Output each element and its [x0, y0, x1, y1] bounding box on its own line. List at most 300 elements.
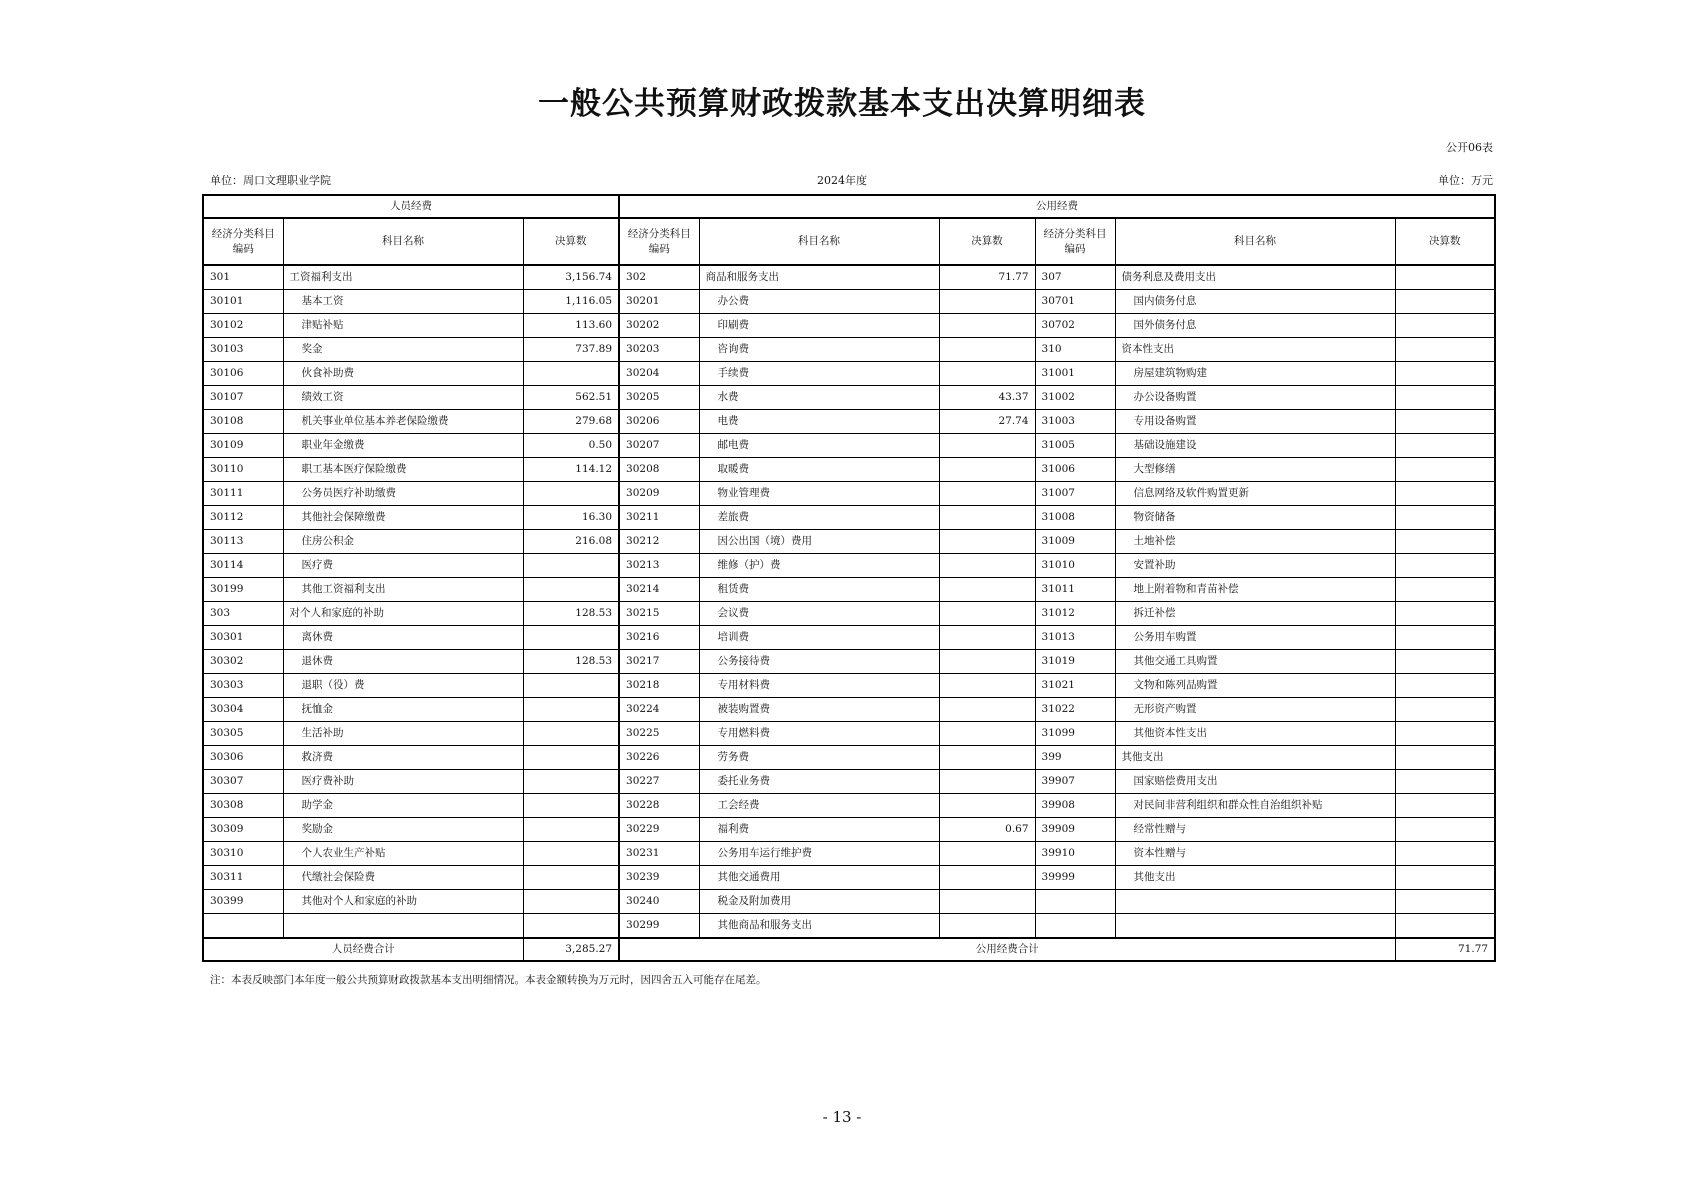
name-cell: 被装购置费: [699, 698, 939, 722]
name-cell: 拆迁补偿: [1115, 602, 1395, 626]
name-cell: 印刷费: [699, 314, 939, 338]
name-cell: [283, 914, 523, 939]
table-row: [203, 794, 1495, 818]
amount-cell: 3,156.74: [523, 265, 619, 290]
name-cell: 退职（役）费: [283, 674, 523, 698]
name-cell: 其他支出: [1115, 866, 1395, 890]
code-cell: 30224: [619, 698, 699, 722]
name-cell: 水费: [699, 386, 939, 410]
code-cell: 31019: [1035, 650, 1115, 674]
amount-cell: [939, 458, 1035, 482]
amount-cell: [1395, 842, 1495, 866]
amount-cell: [523, 482, 619, 506]
name-cell: 对民间非营利组织和群众性自治组织补贴: [1115, 794, 1395, 818]
amount-cell: 71.77: [939, 265, 1035, 290]
table-row: [203, 314, 1495, 338]
code-cell: 30107: [203, 386, 283, 410]
code-cell: 30303: [203, 674, 283, 698]
totals-row: [203, 938, 1495, 961]
amount-cell: [523, 626, 619, 650]
amount-cell: [1395, 506, 1495, 530]
code-cell: 30309: [203, 818, 283, 842]
col-amount: 决算数: [939, 218, 1035, 265]
name-cell: 劳务费: [699, 746, 939, 770]
name-cell: 电费: [699, 410, 939, 434]
name-cell: 资本性赠与: [1115, 842, 1395, 866]
amount-cell: [523, 362, 619, 386]
fiscal-year: 2024年度: [817, 174, 867, 187]
name-cell: 救济费: [283, 746, 523, 770]
code-cell: 30218: [619, 674, 699, 698]
code-cell: 307: [1035, 265, 1115, 290]
unit-label: 单位：周口文理职业学院: [210, 174, 331, 187]
code-cell: 31011: [1035, 578, 1115, 602]
amount-cell: [1395, 746, 1495, 770]
code-cell: 30399: [203, 890, 283, 914]
name-cell: 经常性赠与: [1115, 818, 1395, 842]
amount-cell: 128.53: [523, 650, 619, 674]
amount-cell: [1395, 362, 1495, 386]
amount-cell: [939, 842, 1035, 866]
code-cell: [1035, 914, 1115, 939]
name-cell: 工会经费: [699, 794, 939, 818]
table-row: [203, 290, 1495, 314]
amount-cell: [1395, 674, 1495, 698]
code-cell: 30214: [619, 578, 699, 602]
amount-cell: [1395, 722, 1495, 746]
amount-cell: [939, 794, 1035, 818]
amount-cell: [523, 674, 619, 698]
amount-cell: [523, 914, 619, 939]
code-cell: 30213: [619, 554, 699, 578]
table-row: [203, 265, 1495, 290]
page-title: 一般公共预算财政拨款基本支出决算明细表: [538, 86, 1146, 122]
form-number: 公开06表: [1446, 141, 1493, 154]
table-row: [203, 434, 1495, 458]
amount-cell: 562.51: [523, 386, 619, 410]
code-cell: 30208: [619, 458, 699, 482]
amount-cell: [939, 626, 1035, 650]
name-cell: 租赁费: [699, 578, 939, 602]
code-cell: 30239: [619, 866, 699, 890]
amount-cell: 0.67: [939, 818, 1035, 842]
name-cell: 办公设备购置: [1115, 386, 1395, 410]
amount-cell: [1395, 794, 1495, 818]
amount-cell: [523, 890, 619, 914]
name-cell: 其他对个人和家庭的补助: [283, 890, 523, 914]
code-cell: 30215: [619, 602, 699, 626]
amount-cell: [939, 338, 1035, 362]
col-amount: 决算数: [1395, 218, 1495, 265]
amount-cell: [939, 482, 1035, 506]
name-cell: 取暖费: [699, 458, 939, 482]
amount-cell: [939, 674, 1035, 698]
col-name: 科目名称: [1115, 218, 1395, 265]
code-cell: 301: [203, 265, 283, 290]
column-header-row: [203, 218, 1495, 265]
code-cell: 30199: [203, 578, 283, 602]
code-cell: 30102: [203, 314, 283, 338]
code-cell: 30106: [203, 362, 283, 386]
code-cell: 31010: [1035, 554, 1115, 578]
code-cell: [203, 914, 283, 939]
table-row: [203, 698, 1495, 722]
table-row: [203, 578, 1495, 602]
code-cell: 30114: [203, 554, 283, 578]
code-cell: 30205: [619, 386, 699, 410]
name-cell: 奖金: [283, 338, 523, 362]
name-cell: 因公出国（境）费用: [699, 530, 939, 554]
name-cell: 委托业务费: [699, 770, 939, 794]
amount-cell: 279.68: [523, 410, 619, 434]
group-header-row: [203, 195, 1495, 218]
name-cell: 商品和服务支出: [699, 265, 939, 290]
col-code: 经济分类科目编码: [203, 218, 283, 265]
amount-cell: [1395, 314, 1495, 338]
name-cell: 差旅费: [699, 506, 939, 530]
amount-cell: 1,116.05: [523, 290, 619, 314]
table-row: [203, 866, 1495, 890]
table-row: [203, 650, 1495, 674]
code-cell: 30112: [203, 506, 283, 530]
amount-cell: [523, 794, 619, 818]
name-cell: 公务用车购置: [1115, 626, 1395, 650]
code-cell: 30201: [619, 290, 699, 314]
name-cell: 地上附着物和青苗补偿: [1115, 578, 1395, 602]
code-cell: 31007: [1035, 482, 1115, 506]
code-cell: [1035, 890, 1115, 914]
code-cell: 30212: [619, 530, 699, 554]
name-cell: 医疗费: [283, 554, 523, 578]
amount-cell: [523, 866, 619, 890]
name-cell: 工资福利支出: [283, 265, 523, 290]
name-cell: [1115, 890, 1395, 914]
name-cell: 资本性支出: [1115, 338, 1395, 362]
name-cell: 个人农业生产补贴: [283, 842, 523, 866]
amount-cell: [939, 602, 1035, 626]
code-cell: 31001: [1035, 362, 1115, 386]
name-cell: 其他商品和服务支出: [699, 914, 939, 939]
amount-cell: [939, 290, 1035, 314]
col-code: 经济分类科目编码: [619, 218, 699, 265]
code-cell: 303: [203, 602, 283, 626]
group-public: 公用经费: [619, 195, 1495, 218]
code-cell: 30202: [619, 314, 699, 338]
code-cell: 39910: [1035, 842, 1115, 866]
code-cell: 30299: [619, 914, 699, 939]
code-cell: 39909: [1035, 818, 1115, 842]
code-cell: 31009: [1035, 530, 1115, 554]
name-cell: 安置补助: [1115, 554, 1395, 578]
code-cell: 30228: [619, 794, 699, 818]
code-cell: 30310: [203, 842, 283, 866]
amount-cell: [1395, 265, 1495, 290]
amount-cell: [1395, 626, 1495, 650]
name-cell: 绩效工资: [283, 386, 523, 410]
amount-cell: [523, 770, 619, 794]
name-cell: 专用设备购置: [1115, 410, 1395, 434]
code-cell: 30103: [203, 338, 283, 362]
amount-cell: [1395, 578, 1495, 602]
amount-cell: [1395, 890, 1495, 914]
amount-cell: [939, 434, 1035, 458]
amount-cell: [1395, 290, 1495, 314]
amount-cell: [939, 530, 1035, 554]
code-cell: 30207: [619, 434, 699, 458]
table-row: [203, 410, 1495, 434]
name-cell: 职业年金缴费: [283, 434, 523, 458]
amount-cell: [939, 554, 1035, 578]
code-cell: 30209: [619, 482, 699, 506]
col-code: 经济分类科目编码: [1035, 218, 1115, 265]
public-total-label: 公用经费合计: [619, 938, 1395, 961]
amount-cell: [1395, 386, 1495, 410]
name-cell: [1115, 914, 1395, 939]
name-cell: 对个人和家庭的补助: [283, 602, 523, 626]
name-cell: 大型修缮: [1115, 458, 1395, 482]
code-cell: 30308: [203, 794, 283, 818]
name-cell: 维修（护）费: [699, 554, 939, 578]
name-cell: 抚恤金: [283, 698, 523, 722]
name-cell: 国家赔偿费用支出: [1115, 770, 1395, 794]
code-cell: 31006: [1035, 458, 1115, 482]
name-cell: 奖励金: [283, 818, 523, 842]
name-cell: 国内债务付息: [1115, 290, 1395, 314]
name-cell: 国外债务付息: [1115, 314, 1395, 338]
name-cell: 离休费: [283, 626, 523, 650]
name-cell: 医疗费补助: [283, 770, 523, 794]
amount-cell: [523, 722, 619, 746]
amount-cell: [939, 650, 1035, 674]
table-row: [203, 458, 1495, 482]
code-cell: 31013: [1035, 626, 1115, 650]
name-cell: 其他社会保障缴费: [283, 506, 523, 530]
code-cell: 302: [619, 265, 699, 290]
name-cell: 其他资本性支出: [1115, 722, 1395, 746]
amount-cell: [1395, 698, 1495, 722]
code-cell: 30110: [203, 458, 283, 482]
code-cell: 31008: [1035, 506, 1115, 530]
amount-cell: 114.12: [523, 458, 619, 482]
code-cell: 30108: [203, 410, 283, 434]
name-cell: 土地补偿: [1115, 530, 1395, 554]
name-cell: 助学金: [283, 794, 523, 818]
code-cell: 30301: [203, 626, 283, 650]
col-amount: 决算数: [523, 218, 619, 265]
name-cell: 机关事业单位基本养老保险缴费: [283, 410, 523, 434]
amount-cell: 216.08: [523, 530, 619, 554]
name-cell: 邮电费: [699, 434, 939, 458]
amount-cell: [523, 554, 619, 578]
code-cell: 30101: [203, 290, 283, 314]
table-row: [203, 842, 1495, 866]
amount-cell: 113.60: [523, 314, 619, 338]
amount-cell: [1395, 914, 1495, 939]
name-cell: 会议费: [699, 602, 939, 626]
code-cell: 30204: [619, 362, 699, 386]
personnel-total-label: 人员经费合计: [203, 938, 523, 961]
amount-cell: [1395, 554, 1495, 578]
amount-cell: [1395, 410, 1495, 434]
name-cell: 基本工资: [283, 290, 523, 314]
amount-cell: 0.50: [523, 434, 619, 458]
code-cell: 39908: [1035, 794, 1115, 818]
amount-cell: 27.74: [939, 410, 1035, 434]
code-cell: 30306: [203, 746, 283, 770]
code-cell: 30229: [619, 818, 699, 842]
code-cell: 30305: [203, 722, 283, 746]
name-cell: 文物和陈列品购置: [1115, 674, 1395, 698]
amount-cell: [939, 770, 1035, 794]
amount-cell: [523, 842, 619, 866]
amount-cell: [1395, 770, 1495, 794]
name-cell: 津贴补贴: [283, 314, 523, 338]
name-cell: 公务接待费: [699, 650, 939, 674]
table-row: [203, 626, 1495, 650]
amount-cell: [1395, 434, 1495, 458]
public-total-amount: 71.77: [1395, 938, 1495, 961]
code-cell: 30231: [619, 842, 699, 866]
code-cell: 31022: [1035, 698, 1115, 722]
name-cell: 物资储备: [1115, 506, 1395, 530]
code-cell: 399: [1035, 746, 1115, 770]
code-cell: 30311: [203, 866, 283, 890]
code-cell: 30203: [619, 338, 699, 362]
name-cell: 咨询费: [699, 338, 939, 362]
table-row: [203, 554, 1495, 578]
table-row: [203, 674, 1495, 698]
col-name: 科目名称: [283, 218, 523, 265]
table-row: [203, 506, 1495, 530]
amount-cell: [523, 578, 619, 602]
code-cell: 30113: [203, 530, 283, 554]
code-cell: 30307: [203, 770, 283, 794]
group-personnel: 人员经费: [203, 195, 619, 218]
code-cell: 39999: [1035, 866, 1115, 890]
table-row: [203, 338, 1495, 362]
amount-cell: [939, 578, 1035, 602]
name-cell: 其他交通工具购置: [1115, 650, 1395, 674]
code-cell: 30226: [619, 746, 699, 770]
amount-cell: [939, 866, 1035, 890]
name-cell: 债务利息及费用支出: [1115, 265, 1395, 290]
amount-cell: [939, 746, 1035, 770]
code-cell: 30702: [1035, 314, 1115, 338]
amount-cell: 128.53: [523, 602, 619, 626]
name-cell: 退休费: [283, 650, 523, 674]
name-cell: 公务员医疗补助缴费: [283, 482, 523, 506]
amount-cell: [1395, 818, 1495, 842]
amount-cell: 43.37: [939, 386, 1035, 410]
code-cell: 30304: [203, 698, 283, 722]
name-cell: 基础设施建设: [1115, 434, 1395, 458]
code-cell: 30302: [203, 650, 283, 674]
code-cell: 30225: [619, 722, 699, 746]
table-row: [203, 914, 1495, 939]
name-cell: 专用燃料费: [699, 722, 939, 746]
amount-cell: [523, 746, 619, 770]
name-cell: 培训费: [699, 626, 939, 650]
table-row: [203, 602, 1495, 626]
code-cell: 30211: [619, 506, 699, 530]
name-cell: 税金及附加费用: [699, 890, 939, 914]
amount-cell: [1395, 866, 1495, 890]
amount-cell: [939, 362, 1035, 386]
amount-cell: [939, 890, 1035, 914]
amount-cell: [939, 506, 1035, 530]
table-row: [203, 890, 1495, 914]
code-cell: 310: [1035, 338, 1115, 362]
amount-cell: [1395, 338, 1495, 362]
name-cell: 代缴社会保险费: [283, 866, 523, 890]
code-cell: 31012: [1035, 602, 1115, 626]
amount-cell: [939, 722, 1035, 746]
code-cell: 30701: [1035, 290, 1115, 314]
code-cell: 30217: [619, 650, 699, 674]
code-cell: 31005: [1035, 434, 1115, 458]
code-cell: 30227: [619, 770, 699, 794]
amount-cell: [1395, 602, 1495, 626]
code-cell: 31021: [1035, 674, 1115, 698]
table-row: [203, 818, 1495, 842]
name-cell: 其他支出: [1115, 746, 1395, 770]
code-cell: 39907: [1035, 770, 1115, 794]
code-cell: 30240: [619, 890, 699, 914]
amount-cell: [939, 314, 1035, 338]
code-cell: 31099: [1035, 722, 1115, 746]
name-cell: 专用材料费: [699, 674, 939, 698]
code-cell: 30109: [203, 434, 283, 458]
code-cell: 30206: [619, 410, 699, 434]
name-cell: 福利费: [699, 818, 939, 842]
table-row: [203, 482, 1495, 506]
name-cell: 伙食补助费: [283, 362, 523, 386]
code-cell: 30111: [203, 482, 283, 506]
amount-cell: [1395, 482, 1495, 506]
name-cell: 生活补助: [283, 722, 523, 746]
code-cell: 31002: [1035, 386, 1115, 410]
table-row: [203, 746, 1495, 770]
amount-cell: [1395, 458, 1495, 482]
name-cell: 信息网络及软件购置更新: [1115, 482, 1395, 506]
amount-cell: 16.30: [523, 506, 619, 530]
amount-cell: [939, 914, 1035, 939]
name-cell: 无形资产购置: [1115, 698, 1395, 722]
name-cell: 办公费: [699, 290, 939, 314]
table-row: [203, 386, 1495, 410]
col-name: 科目名称: [699, 218, 939, 265]
name-cell: 公务用车运行维护费: [699, 842, 939, 866]
name-cell: 物业管理费: [699, 482, 939, 506]
table-row: [203, 770, 1495, 794]
expenditure-table: [202, 194, 1496, 962]
name-cell: 职工基本医疗保险缴费: [283, 458, 523, 482]
name-cell: 手续费: [699, 362, 939, 386]
page-number: - 13 -: [822, 1108, 862, 1126]
amount-cell: [1395, 530, 1495, 554]
amount-cell: 737.89: [523, 338, 619, 362]
table-row: [203, 362, 1495, 386]
name-cell: 住房公积金: [283, 530, 523, 554]
code-cell: 30216: [619, 626, 699, 650]
table-row: [203, 530, 1495, 554]
footnote: 注：本表反映部门本年度一般公共预算财政拨款基本支出明细情况。本表金额转换为万元时，因四舍五入可能存在尾差。: [210, 974, 767, 986]
table-row: [203, 722, 1495, 746]
name-cell: 其他工资福利支出: [283, 578, 523, 602]
amount-cell: [523, 818, 619, 842]
amount-cell: [1395, 650, 1495, 674]
name-cell: 房屋建筑物购建: [1115, 362, 1395, 386]
